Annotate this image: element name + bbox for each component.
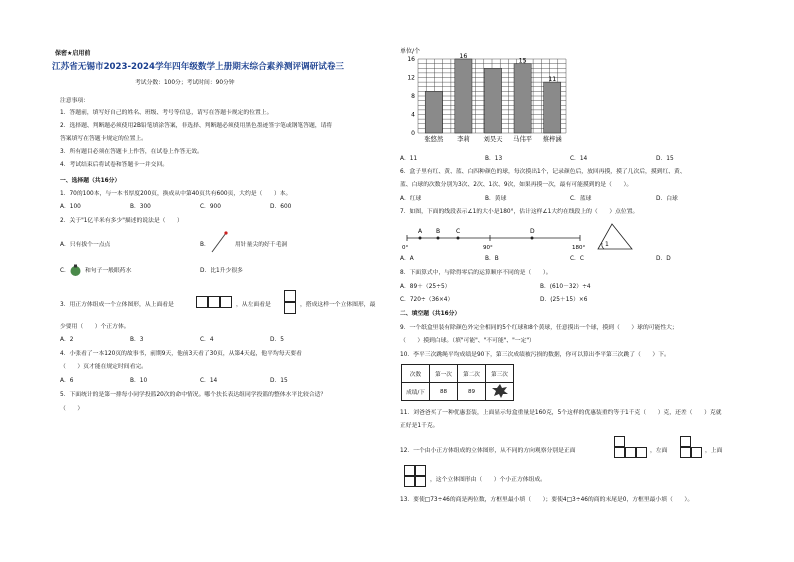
bar-1 [425,91,442,133]
q7-option-c[interactable]: C．C [570,256,584,262]
x-tick-label: 李莉 [457,136,470,143]
bar-data-label: 15 [518,57,527,65]
note-item: 答案填写在答题卡规定的位置上。 [60,136,147,142]
question-12-end: ，这个立体图形由（ ）个小正方体组成。 [430,477,546,483]
y-tick-label: 0 [411,130,415,137]
bar-4 [514,64,531,133]
question-5: 5．下面统计的是第一排每小同学投篮20次的命中情况。哪个扶长表达组同学投篮的整体水平比较合适？ [60,392,327,398]
question-2: 2．关于"1亿半米有多少"描述的说法是（ ） [60,218,183,224]
left-view-cube [284,290,296,302]
ink-stain-icon [492,384,508,398]
top-view-cube [404,465,415,476]
score-table-header: 第一次 [430,365,458,383]
question-4: 4．小张看了一本120页的故事书，前期9天，他前3天看了30页，从第4天起，他平均每天要看 [60,351,302,357]
q5-option-b[interactable]: B．13 [485,156,503,162]
q7-option-d[interactable]: D．D [656,256,671,262]
question-9: 9．一个纸盒里装有除颜色外完全相同的5个红球和8个黄球，任意摸出一个球，摸到（ ）球的可能性大； [400,325,678,331]
question-6: 6．盒子里有红、黄、蓝、白四种颜色的球，每次摸出1个，记录颜色后，放回再摸，摸了几次后，摸到红、黄、 [400,169,686,175]
bar-data-label: 16 [459,53,468,60]
q1-option-d[interactable]: D．600 [270,204,292,210]
question-11: 11．刘爸爸买了一种优惠套装，上面显示每盒重量是160克，5个这样的优惠装重约等于1千克（ ）克，还差（ ）克就 [400,410,722,416]
question-9-end: （ ）摸到白球。（填"可能"、"不可能"、"一定"） [400,338,535,344]
score-table-cell-stain [486,383,514,401]
score-table [401,364,514,401]
q5-option-d[interactable]: D．15 [656,156,674,162]
score-table-row-label: 成绩/下 [402,383,430,401]
section-heading-choice: 一、选择题（共16分） [60,178,121,184]
tick-180-label: 180° [572,245,586,251]
q3-option-a[interactable]: A．2 [60,337,74,343]
score-table-header: 次数 [402,365,430,383]
q8-option-d[interactable]: D．(25＋15）×6 [540,297,588,303]
left-view-cube [680,447,691,458]
question-5-end: （ ） [60,406,84,412]
q3-option-c[interactable]: C．4 [200,337,214,343]
point-a-label: A [418,228,423,235]
q1-option-a[interactable]: A．100 [60,204,81,210]
q2-option-b[interactable]: B． [200,242,210,248]
bar-3 [484,68,501,133]
front-view-cube [614,447,625,458]
bar-chart [398,46,570,150]
q5-option-a[interactable]: A．11 [400,156,418,162]
tick-90-label: 90° [483,245,493,251]
needle-icon [208,230,230,254]
question-3-end: 少要用（ ）个正方体。 [60,324,130,330]
point-d-label: D [530,228,535,235]
question-6-end: 蓝、白球的次数分别为3次、2次、1次、9次，如果再摸一次，最有可能摸到的是（ ）。 [400,182,633,188]
q8-option-c[interactable]: C．720÷（36×4） [400,297,454,303]
question-3-left-view: ，从左面看是 [236,302,271,308]
x-tick-label: 张悠然 [424,136,444,143]
q8-option-a[interactable]: A．89＋（25÷5） [400,284,451,290]
top-view-cube [404,476,415,487]
q1-option-c[interactable]: C．900 [200,204,221,210]
exam-info: 考试分数：100分；考试时间：90分钟 [135,80,235,86]
q6-option-d[interactable]: D．白球 [656,196,678,202]
question-12-top: ，上面 [705,448,723,454]
question-12-left: ，左面 [650,448,668,454]
question-11-end: 正好是1千克。 [400,423,439,429]
q4-option-a[interactable]: A．6 [60,378,74,384]
bar-data-label: 11 [548,76,557,84]
q2-option-d[interactable]: D．比1升少很多 [200,268,243,274]
question-7: 7．如图，下面的线段表示∠1的大小是180°，估计这样∠1大约在线段上的（ ）点位置。 [400,209,639,215]
question-13: 13．要使□73÷46的商是两位数，方框里最小填（ ）；要使4□3÷46的商的末尾是0，方框里最小填（ ）。 [400,497,694,503]
x-tick-label: 蔡梓涵 [542,136,562,143]
note-item: 1．答题前，填写好自己的姓名、班级、考号等信息，请写在答题卡规定的位置上。 [60,110,273,116]
note-item: 2．选择题、判断题必须使用2B铅笔填涂答案，非选择、判断题必须使用黑色墨迹签字笔或钢笔答题，请将 [60,123,333,129]
q3-option-d[interactable]: D．5 [270,337,284,343]
q2-option-a[interactable]: A．只有拔个一点点 [60,242,111,248]
top-view-cube [415,465,426,476]
left-view-cube [680,436,691,447]
front-view-cube [614,436,625,447]
confidential-mark: 保密★启用前 [55,50,91,57]
tick-0-label: 0° [402,245,409,251]
x-tick-label: 马伟平 [513,136,533,143]
score-table-cell: 88 [430,383,458,401]
front-view-cube [625,447,636,458]
q6-option-b[interactable]: B．黄球 [485,196,507,202]
q6-option-c[interactable]: C．蓝球 [570,196,592,202]
question-12: 12．一个由小正方体组成的立体图形，从不同的方向观察分别是正面 [400,448,576,454]
q4-option-b[interactable]: B．10 [130,378,148,384]
top-view-cube [220,296,232,308]
x-tick-label: 刘昊天 [483,136,503,143]
q2-option-b-text: 用针量尖的好千毛洞 [235,242,288,248]
q3-option-b[interactable]: B．3 [130,337,144,343]
question-4-end: （ ）页才能在规定时间看完。 [60,364,147,370]
y-tick-label: 16 [407,56,415,63]
angle-1-label: 1 [605,241,609,248]
question-8: 8．下面算式中，与除得零后的运算顺序不同的是（ ）。 [400,270,552,276]
q7-option-a[interactable]: A．A [400,256,414,262]
top-view-cube [415,476,426,487]
q1-option-b[interactable]: B．300 [130,204,151,210]
front-view-cube [636,447,647,458]
point-c-label: C [456,228,461,235]
y-tick-label: 8 [411,93,415,100]
note-item: 4．考试结束后将试卷和答题卡一并交回。 [60,162,169,168]
score-table-header: 第三次 [486,365,514,383]
question-1: 1．70的100本，与一本书厚度200页，换成从中第40页共有600页，大约是（ ）本。 [60,191,292,197]
q6-option-a[interactable]: A．红球 [400,196,422,202]
y-tick-label: 4 [411,111,415,119]
question-10: 10．李平三次跳绳平均成绩是90下，第三次成绩被污损的数据，你可以算出李平第三次跳了（ ）下。 [400,352,670,358]
q2-option-c[interactable]: C． [60,268,70,274]
triangle-shape [598,224,632,249]
left-view-cube [691,447,702,458]
question-3: 3．用正方体组成一个立体图形，从上面看是 [60,302,174,308]
top-view-cube [196,296,208,308]
point-b-label: B [436,228,441,235]
q8-option-b[interactable]: B．(610－32）÷4 [540,284,591,290]
left-view-cube [284,302,296,314]
note-item: 3．所有题目必须在答题卡上作答，在试卷上作答无效。 [60,149,203,155]
bar-2 [455,59,472,133]
q5-option-c[interactable]: C．14 [570,156,588,162]
score-table-cell: 89 [458,383,486,401]
bar-5 [544,82,561,133]
q7-option-b[interactable]: B．B [485,256,499,262]
score-table-header: 第二次 [458,365,486,383]
question-3-ask: ，搭成这样一个立体图形，最 [300,302,376,308]
top-view-cube [208,296,220,308]
exam-title: 江苏省无锡市2023-2024学年四年级数学上册期末综合素养测评调研试卷三 [52,62,345,72]
q4-option-d[interactable]: D．15 [270,378,288,384]
notes-heading: 注意事项： [60,98,89,104]
section-heading-fill: 二、填空题（共16分） [400,311,461,317]
y-tick-label: 12 [407,74,415,82]
q2-option-c-text: 和句子一般眼药水 [85,268,132,274]
q4-option-c[interactable]: C．14 [200,378,218,384]
eyedrop-bottle-icon [69,264,82,277]
angle-number-line [400,222,640,252]
chart-ylabel: 单位/个 [400,48,421,55]
